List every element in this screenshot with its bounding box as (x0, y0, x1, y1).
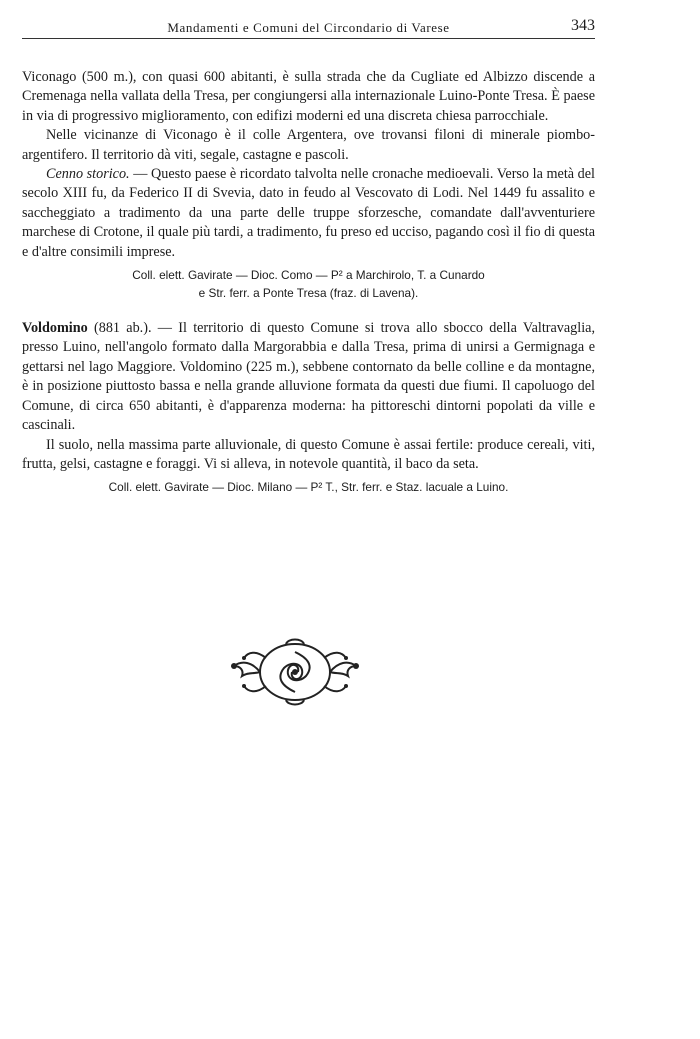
cenno-storico-text: — Questo paese è ricordato talvolta nelle cronache medioevali. Verso la metà del secolo XIII fu, da Federico II di Svevia, dato in feudo al Vescovato di Lodi. Nel 1449 fu assalito e saccheggiato a tradimento da una parte delle truppe sforzesche, comandate dall'avventuriere marchese di Crotone, il quale più tardi, a tradimento, fu preso ed ucciso, pagando così il fio di questa e d'altre consimili imprese. (22, 166, 595, 260)
header-title: Mandamenti e Comuni del Circondario di Varese (167, 20, 450, 35)
page-content (22, 68, 595, 496)
viconago-note (22, 266, 595, 302)
viconago-paragraph-2: Nelle vicinanze di Viconago è il colle Argentera, ove trovansi filoni di minerale piombo-argentifero. Il territorio dà viti, segale, castagne e pascoli. (22, 127, 595, 163)
viconago-note-line-1: Coll. elett. Gavirate — Dioc. Como — P² a Marchirolo, T. a Cunardo (132, 268, 485, 283)
viconago-paragraph-3 (22, 165, 595, 262)
viconago-note-line-2: e Str. ferr. a Ponte Tresa (fraz. di Lavena). (198, 286, 419, 301)
voldomino-name: Voldomino (22, 320, 88, 337)
voldomino-note: Coll. elett. Gavirate — Dioc. Milano — P² T., Str. ferr. e Staz. lacuale a Luino. (108, 480, 509, 495)
running-header (22, 14, 595, 39)
voldomino-paragraph-1-text: (881 ab.). — Il territorio di questo Comune si trova allo sbocco della Valtravaglia, presso Luino, nell'angolo formato dalla Margorabbia e dalla Tresa, prima di unirsi a Germignaga e gettarsi nel lago Maggiore. Voldomino (225 m.), sebbene contornato da belle colline e da montagne, è in posizione piuttosto bassa e nella grande alluvione formata da questi due fiumi. Il capoluogo del Comune, di circa 650 abitanti, è d'apparenza moderna: ha pittoreschi dintorni popolati da ville e cascinali. (22, 320, 595, 434)
cenno-storico-label: Cenno storico. (46, 166, 130, 183)
voldomino-paragraph-2: Il suolo, nella massima parte alluvionale, di questo Comune è assai fertile: produce cereali, viti, frutta, gelsi, castagne e foraggi. Vi si alleva, in notevole quantità, il baco da seta. (22, 436, 595, 472)
viconago-paragraph-1: Viconago (500 m.), con quasi 600 abitanti, è sulla strada che da Cugliate ed Albizzo discende a Cremenaga nella vallata della Tresa, per congiungersi alla internazionale Luino-Ponte Tresa. È paese in via di progressivo miglioramento, con edifizi moderni ed una discreta chiesa parrocchiale. (22, 69, 595, 124)
page-number: 343 (571, 17, 595, 34)
floral-ornament-icon (226, 636, 364, 708)
voldomino-paragraph-1 (22, 319, 595, 435)
